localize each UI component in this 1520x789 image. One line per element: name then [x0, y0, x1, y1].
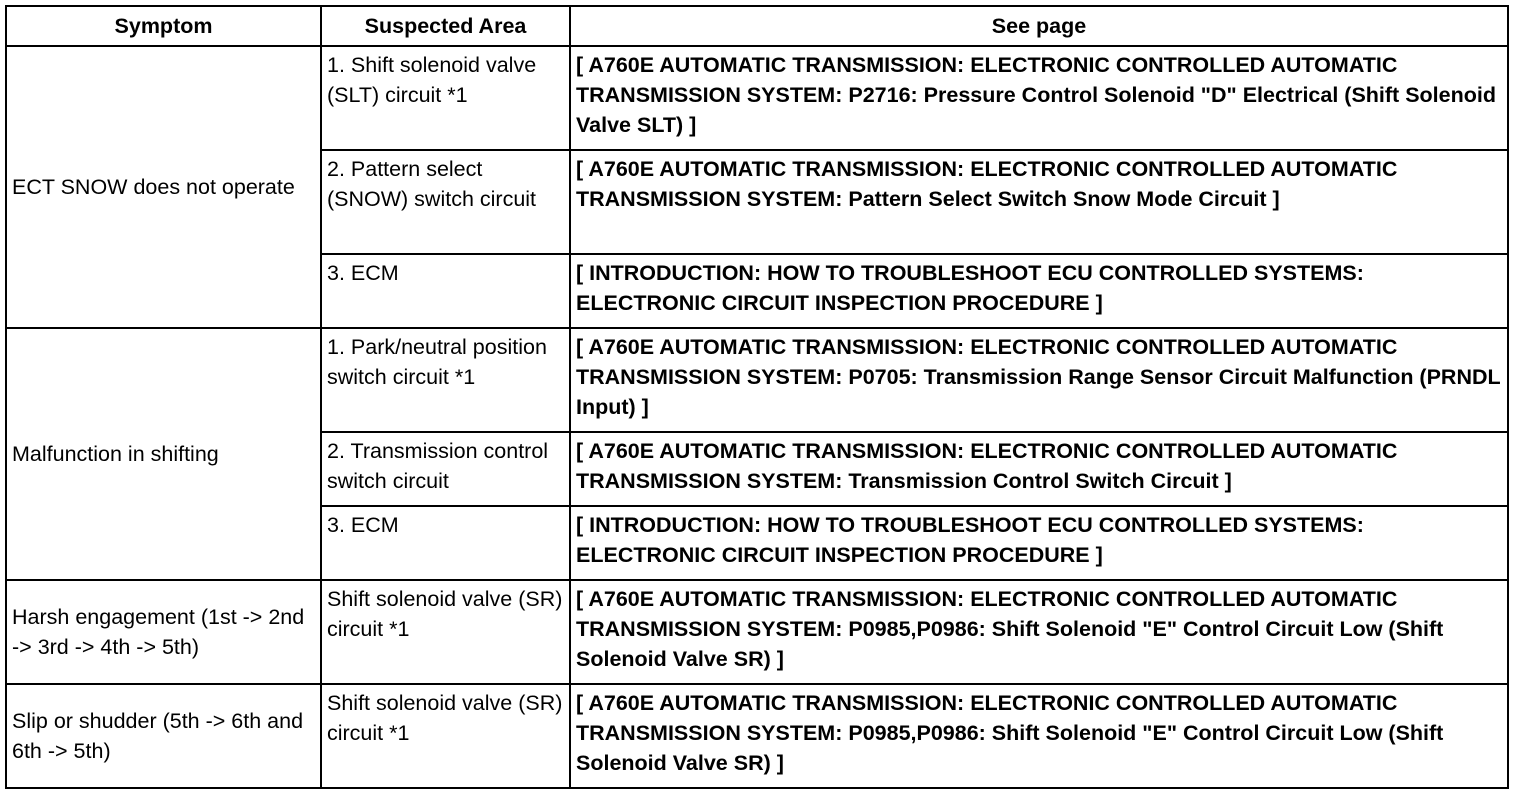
- suspected-area-cell: 1. Park/neutral position switch circuit *1: [321, 328, 570, 432]
- symptom-cell: Harsh engagement (1st -> 2nd -> 3rd -> 4th -> 5th): [6, 580, 321, 684]
- see-page-link[interactable]: [ A760E AUTOMATIC TRANSMISSION: ELECTRONIC CONTROLLED AUTOMATIC TRANSMISSION SYSTEM: P0985,P0986: Shift Solenoid "E" Control Circuit Low (Shift Solenoid Valve SR) ]: [570, 684, 1508, 788]
- header-see-page: See page: [570, 6, 1508, 46]
- see-page-link[interactable]: [ A760E AUTOMATIC TRANSMISSION: ELECTRONIC CONTROLLED AUTOMATIC TRANSMISSION SYSTEM: P2716: Pressure Control Solenoid "D" Electrical (Shift Solenoid Valve SLT) ]: [570, 46, 1508, 150]
- see-page-link[interactable]: [ A760E AUTOMATIC TRANSMISSION: ELECTRONIC CONTROLLED AUTOMATIC TRANSMISSION SYSTEM: P0985,P0986: Shift Solenoid "E" Control Circuit Low (Shift Solenoid Valve SR) ]: [570, 580, 1508, 684]
- suspected-area-cell: 3. ECM: [321, 254, 570, 328]
- see-page-link[interactable]: [ A760E AUTOMATIC TRANSMISSION: ELECTRONIC CONTROLLED AUTOMATIC TRANSMISSION SYSTEM: Transmission Control Switch Circuit ]: [570, 432, 1508, 506]
- header-suspected-area: Suspected Area: [321, 6, 570, 46]
- table-row: [6, 684, 1508, 788]
- see-page-link[interactable]: [ INTRODUCTION: HOW TO TROUBLESHOOT ECU CONTROLLED SYSTEMS: ELECTRONIC CIRCUIT INSPECTION PROCEDURE ]: [570, 254, 1508, 328]
- header-row: [6, 6, 1508, 46]
- suspected-area-cell: Shift solenoid valve (SR) circuit *1: [321, 580, 570, 684]
- table-row: [6, 46, 1508, 150]
- table-row: [6, 580, 1508, 684]
- table-row: [6, 328, 1508, 432]
- symptom-cell: Malfunction in shifting: [6, 328, 321, 580]
- symptom-table: [5, 5, 1509, 789]
- see-page-link[interactable]: [ INTRODUCTION: HOW TO TROUBLESHOOT ECU CONTROLLED SYSTEMS: ELECTRONIC CIRCUIT INSPECTION PROCEDURE ]: [570, 506, 1508, 580]
- see-page-link[interactable]: [ A760E AUTOMATIC TRANSMISSION: ELECTRONIC CONTROLLED AUTOMATIC TRANSMISSION SYSTEM: Pattern Select Switch Snow Mode Circuit ]: [570, 150, 1508, 254]
- suspected-area-cell: 2. Transmission control switch circuit: [321, 432, 570, 506]
- suspected-area-cell: Shift solenoid valve (SR) circuit *1: [321, 684, 570, 788]
- symptom-cell: Slip or shudder (5th -> 6th and 6th -> 5th): [6, 684, 321, 788]
- suspected-area-cell: 1. Shift solenoid valve (SLT) circuit *1: [321, 46, 570, 150]
- symptom-cell: ECT SNOW does not operate: [6, 46, 321, 328]
- suspected-area-cell: 2. Pattern select (SNOW) switch circuit: [321, 150, 570, 254]
- see-page-link[interactable]: [ A760E AUTOMATIC TRANSMISSION: ELECTRONIC CONTROLLED AUTOMATIC TRANSMISSION SYSTEM: P0705: Transmission Range Sensor Circuit Malfunction (PRNDL Input) ]: [570, 328, 1508, 432]
- suspected-area-cell: 3. ECM: [321, 506, 570, 580]
- header-symptom: Symptom: [6, 6, 321, 46]
